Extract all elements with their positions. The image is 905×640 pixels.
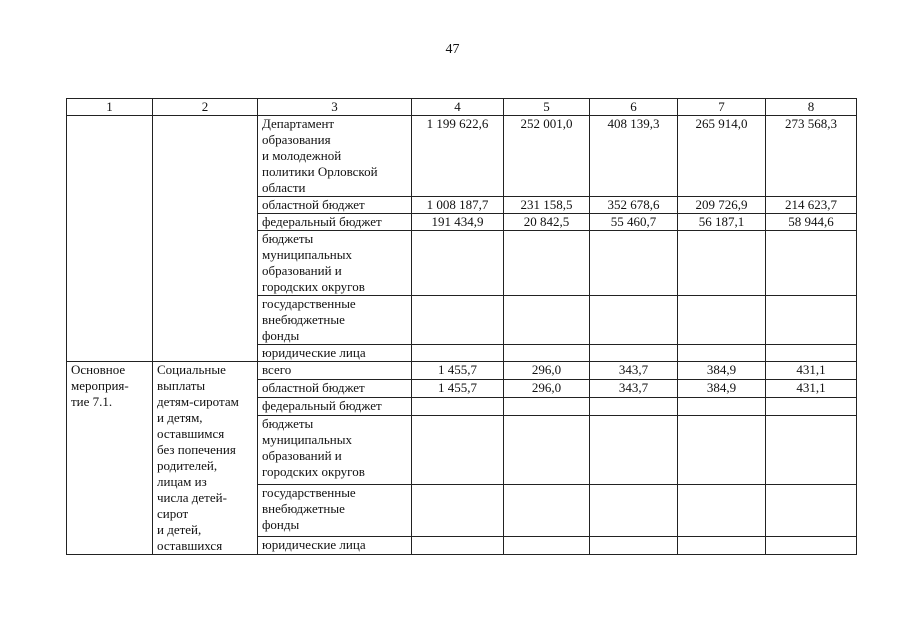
- value-cell: 296,0: [504, 362, 590, 380]
- measure-name-line: Основное: [71, 362, 126, 377]
- section1-col1: [67, 116, 153, 362]
- funding-source-label-line: городских округов: [262, 464, 365, 480]
- table-row: [67, 116, 857, 197]
- measure-description-line: выплаты: [157, 378, 206, 393]
- funding-source-label-line: образования: [262, 132, 331, 147]
- value-cell: [766, 345, 857, 362]
- column-header-1: 1: [67, 99, 153, 116]
- value-cell: [766, 296, 857, 345]
- value-cell: 431,1: [766, 362, 857, 380]
- value-cell: [590, 416, 678, 485]
- value-cell: [590, 536, 678, 554]
- funding-source-label-line: государственные: [262, 296, 356, 311]
- measure-description-line: без попечения: [157, 442, 236, 457]
- measure-description-line: детям-сиротам: [157, 394, 239, 409]
- measure-description-line: Социальные: [157, 362, 226, 377]
- value-cell: 55 460,7: [590, 214, 678, 231]
- value-cell: 214 623,7: [766, 197, 857, 214]
- value-cell: [766, 536, 857, 554]
- value-cell: 384,9: [678, 380, 766, 398]
- funding-source-label-line: образований и: [262, 263, 342, 278]
- funding-source-label: [258, 214, 412, 231]
- funding-source-label-line: бюджеты: [262, 416, 314, 432]
- funding-source-label: [258, 416, 412, 485]
- funding-source-label-line: юридические лица: [262, 345, 366, 360]
- page-number: 47: [445, 42, 460, 57]
- value-cell: [766, 231, 857, 296]
- funding-source-label-line: муниципальных: [262, 247, 353, 262]
- funding-source-label: [258, 231, 412, 296]
- value-cell: [504, 536, 590, 554]
- value-cell: 408 139,3: [590, 116, 678, 197]
- value-cell: [678, 398, 766, 416]
- value-cell: [678, 345, 766, 362]
- value-cell: 191 434,9: [412, 214, 504, 231]
- measure-name-line: тие 7.1.: [71, 394, 113, 409]
- value-cell: [412, 345, 504, 362]
- value-cell: [590, 398, 678, 416]
- value-cell: [504, 398, 590, 416]
- column-header-8: 8: [766, 99, 857, 116]
- funding-source-label: [258, 197, 412, 214]
- value-cell: 252 001,0: [504, 116, 590, 197]
- value-cell: [412, 296, 504, 345]
- value-cell: [766, 416, 857, 485]
- funding-source-label-line: политики Орловской: [262, 164, 378, 179]
- table-row: [67, 362, 857, 380]
- funding-source-label: [258, 362, 412, 380]
- funding-source-label-line: всего: [262, 362, 292, 377]
- value-cell: [412, 231, 504, 296]
- value-cell: 1 455,7: [412, 380, 504, 398]
- funding-source-label: [258, 484, 412, 536]
- funding-source-label-line: муниципальных: [262, 432, 353, 448]
- funding-source-label-line: Департамент: [262, 116, 335, 131]
- value-cell: 384,9: [678, 362, 766, 380]
- column-header-6: 6: [590, 99, 678, 116]
- column-header-7: 7: [678, 99, 766, 116]
- funding-source-label-line: внебюджетные: [262, 500, 345, 516]
- value-cell: 431,1: [766, 380, 857, 398]
- value-cell: 352 678,6: [590, 197, 678, 214]
- value-cell: 343,7: [590, 362, 678, 380]
- value-cell: 56 187,1: [678, 214, 766, 231]
- funding-source-label: [258, 345, 412, 362]
- funding-source-label-line: области: [262, 180, 306, 195]
- funding-source-label-line: и молодежной: [262, 148, 342, 163]
- measure-description-line: оставшихся: [157, 538, 223, 553]
- value-cell: [678, 416, 766, 485]
- value-cell: [412, 484, 504, 536]
- value-cell: 1 008 187,7: [412, 197, 504, 214]
- column-header-5: 5: [504, 99, 590, 116]
- funding-source-label-line: государственные: [262, 484, 356, 500]
- funding-source-label-line: областной бюджет: [262, 197, 365, 212]
- value-cell: 1 455,7: [412, 362, 504, 380]
- value-cell: [590, 231, 678, 296]
- funding-source-label-line: областной бюджет: [262, 380, 365, 396]
- value-cell: 265 914,0: [678, 116, 766, 197]
- measure-description-line: сирот: [157, 506, 189, 521]
- measure-description-line: и детей,: [157, 522, 202, 537]
- measure-name-line: мероприя-: [71, 378, 129, 393]
- value-cell: [590, 296, 678, 345]
- funding-source-label-line: образований и: [262, 448, 342, 464]
- funding-source-label-line: фонды: [262, 328, 300, 343]
- value-cell: [504, 296, 590, 345]
- funding-source-label: [258, 296, 412, 345]
- value-cell: [678, 296, 766, 345]
- measure-description-line: родителей,: [157, 458, 218, 473]
- value-cell: [678, 231, 766, 296]
- value-cell: 273 568,3: [766, 116, 857, 197]
- measure-name: [67, 362, 153, 555]
- column-header-3: 3: [258, 99, 412, 116]
- value-cell: 58 944,6: [766, 214, 857, 231]
- column-header-2: 2: [153, 99, 258, 116]
- funding-source-label-line: юридические лица: [262, 536, 366, 552]
- value-cell: [590, 484, 678, 536]
- measure-description-line: лицам из: [157, 474, 207, 489]
- measure-description-line: оставшимся: [157, 426, 225, 441]
- measure-description: [153, 362, 258, 555]
- value-cell: [504, 231, 590, 296]
- funding-source-label: [258, 116, 412, 197]
- value-cell: 231 158,5: [504, 197, 590, 214]
- measure-description-line: числа детей-: [157, 490, 227, 505]
- funding-source-label-line: федеральный бюджет: [262, 214, 382, 229]
- value-cell: [766, 398, 857, 416]
- value-cell: [412, 416, 504, 485]
- measure-description-line: и детям,: [157, 410, 203, 425]
- value-cell: [504, 484, 590, 536]
- value-cell: [412, 398, 504, 416]
- value-cell: [504, 345, 590, 362]
- value-cell: [766, 484, 857, 536]
- value-cell: 1 199 622,6: [412, 116, 504, 197]
- value-cell: [412, 536, 504, 554]
- section1-col2: [153, 116, 258, 362]
- funding-source-label-line: федеральный бюджет: [262, 398, 382, 414]
- funding-source-label-line: городских округов: [262, 279, 365, 294]
- value-cell: 296,0: [504, 380, 590, 398]
- value-cell: 20 842,5: [504, 214, 590, 231]
- funding-source-label: [258, 536, 412, 554]
- value-cell: 343,7: [590, 380, 678, 398]
- header-row: [67, 99, 857, 116]
- column-header-4: 4: [412, 99, 504, 116]
- funding-source-label: [258, 398, 412, 416]
- funding-source-label: [258, 380, 412, 398]
- funding-source-label-line: внебюджетные: [262, 312, 345, 327]
- value-cell: 209 726,9: [678, 197, 766, 214]
- value-cell: [678, 536, 766, 554]
- funding-source-label-line: фонды: [262, 516, 300, 532]
- value-cell: [504, 416, 590, 485]
- funding-source-label-line: бюджеты: [262, 231, 314, 246]
- budget-table: [66, 98, 857, 555]
- value-cell: [678, 484, 766, 536]
- value-cell: [590, 345, 678, 362]
